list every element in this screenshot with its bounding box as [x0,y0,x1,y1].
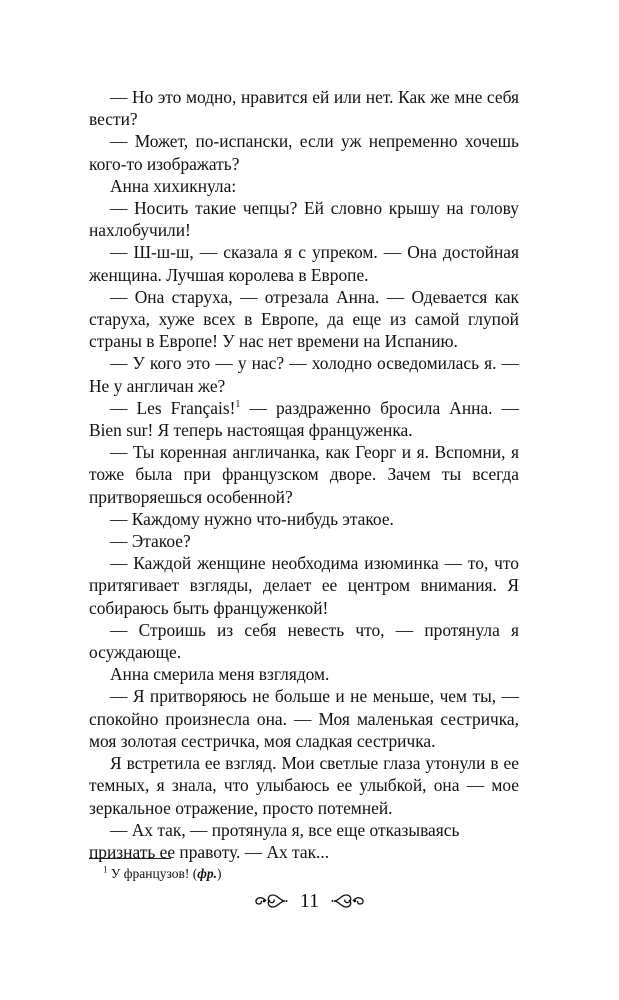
paragraph: — Ты коренная англичанка, как Георг и я. Вспомни, я тоже была при французском дворе. Зачем ты всегда притворяешься особенной? [89,442,519,507]
paragraph: Анна смерила меня взглядом. [110,664,330,685]
paragraph: — Этакое? [110,531,191,552]
footnote-close: ) [217,866,222,881]
page-number: 11 [299,890,320,912]
footnote-divider [89,858,171,859]
scroll-ornament-left-icon [254,891,288,911]
paragraph-part: — Les Français! [110,397,236,418]
page-footer [0,884,619,918]
paragraph: Я встретила ее взгляд. Мои светлые глаза утонули в ее темных, я знала, что улыбаюсь ее улыбкой, она — мое зеркальное отражение, просто потемней. [89,753,519,818]
footnote-language: фр. [197,866,218,881]
paragraph: — Каждому нужно что-нибудь этакое. [110,508,394,529]
footnote [103,866,222,882]
paragraph-part: — раздраженно бросила Анна. — Bien sur! Я теперь настоящая француженка. [89,397,519,441]
paragraph: Анна хихикнула: [110,175,237,196]
paragraph: — Каждой женщине необходима изюминка — то, что притягивает взгляды, делает ее центром внимания. Я собираюсь быть француженкой! [89,553,519,618]
paragraph-with-footnote [89,397,519,441]
paragraph: — Ах так, — протянула я, все еще отказываясь признать ее правоту. — Ах так... [89,819,460,862]
paragraph: — Ш-ш-ш, — сказала я с упреком. — Она достойная женщина. Лучшая королева в Европе. [89,242,519,285]
scroll-ornament-right-icon [331,891,365,911]
main-text [89,86,519,863]
paragraph: — У кого это — у нас? — холодно осведомилась я. — Не у англичан же? [89,353,519,396]
paragraph: — Она старуха, — отрезала Анна. — Одевается как старуха, хуже всех в Европе, да еще из самой глупой страны в Европе! У нас нет времени на Испанию. [89,286,519,352]
paragraph: — Носить такие чепцы? Ей словно крышу на голову нахлобучили! [89,198,519,241]
page-body [89,86,519,863]
paragraph: — Я притворяюсь не больше и не меньше, чем ты, — спокойно произнесла она. — Моя маленькая сестричка, моя золотая сестричка, моя сладкая сестричка. [89,686,519,751]
paragraph: — Строишь из себя невесть что, — протянула я осуждающе. [89,619,519,663]
paragraph: — Но это модно, нравится ей или нет. Как же мне себя вести? [89,87,519,130]
paragraph: — Может, по-испански, если уж непременно хочешь кого-то изображать? [89,131,519,174]
footnote-text: У французов! ( [110,866,198,881]
footnote-mark: 1 [103,864,108,875]
footnote-reference[interactable]: 1 [235,399,241,411]
